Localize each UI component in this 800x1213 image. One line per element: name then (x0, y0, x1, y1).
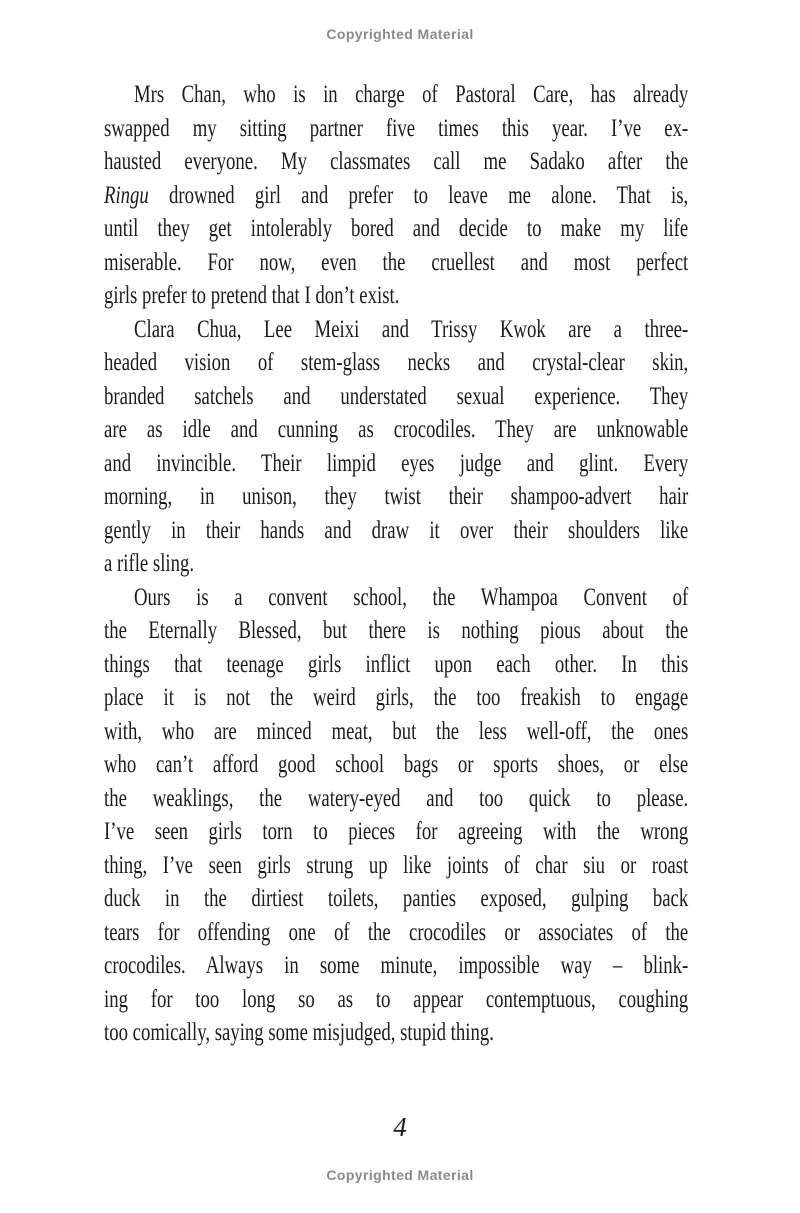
text-line: Ringu drowned girl and prefer to leave me alone. That is, (104, 181, 689, 209)
text-line: I’ve seen girls torn to pieces for agreeing with the wrong (104, 818, 689, 845)
text-line: morning, in unison, they twist their shampoo-advert hair (104, 483, 689, 510)
text-line: too comically, saying some misjudged, stupid thing. (104, 1019, 494, 1046)
text-line: and invincible. Their limpid eyes judge and glint. Every (104, 449, 689, 477)
text-line: place it is not the weird girls, the too freakish to engage (104, 684, 689, 711)
text-line: Mrs Chan, who is in charge of Pastoral Care, has already (134, 81, 689, 108)
copyright-notice-bottom: Copyrighted Material (326, 1167, 474, 1183)
paragraph (104, 581, 688, 1050)
text-line: headed vision of stem-glass necks and crystal-clear skin, (104, 349, 689, 376)
text-line: until they get intolerably bored and decide to make my life (104, 215, 689, 242)
paragraph (104, 313, 688, 581)
text-line: the Eternally Blessed, but there is nothing pious about the (104, 617, 689, 644)
text-line: hausted everyone. My classmates call me Sadako after the (104, 148, 689, 175)
text-line: swapped my sitting partner five times this year. I’ve ex- (104, 114, 689, 142)
text-line: miserable. For now, even the cruellest and most perfect (104, 248, 689, 276)
text-line: tears for offending one of the crocodiles or associates of the (104, 918, 689, 946)
text-line: with, who are minced meat, but the less well-off, the ones (104, 717, 689, 745)
copyright-notice-top: Copyrighted Material (326, 26, 474, 42)
text-line: Ours is a convent school, the Whampoa Convent of (134, 583, 689, 611)
text-line: Clara Chua, Lee Meixi and Trissy Kwok are a three- (134, 315, 689, 343)
page-body (104, 78, 688, 1050)
text-line: duck in the dirtiest toilets, panties exposed, gulping back (104, 885, 689, 912)
text-line: things that teenage girls inflict upon each other. In this (104, 650, 689, 678)
text-line: girls prefer to pretend that I don’t exist. (104, 282, 400, 309)
paragraph (104, 78, 688, 313)
text-line: are as idle and cunning as crocodiles. They are unknowable (104, 416, 689, 443)
text-line: gently in their hands and draw it over their shoulders like (104, 516, 689, 544)
text-line: thing, I’ve seen girls strung up like joints of char siu or roast (104, 851, 689, 879)
text-line: the weaklings, the watery-eyed and too quick to please. (104, 784, 689, 812)
text-line: ing for too long so as to appear contemptuous, coughing (104, 985, 689, 1013)
text-line: branded satchels and understated sexual experience. They (104, 382, 689, 410)
text-line: crocodiles. Always in some minute, impossible way – blink- (104, 952, 689, 979)
text-line: who can’t afford good school bags or sports shoes, or else (104, 751, 689, 778)
text-line: a rifle sling. (104, 550, 195, 577)
page-number: 4 (393, 1112, 407, 1142)
